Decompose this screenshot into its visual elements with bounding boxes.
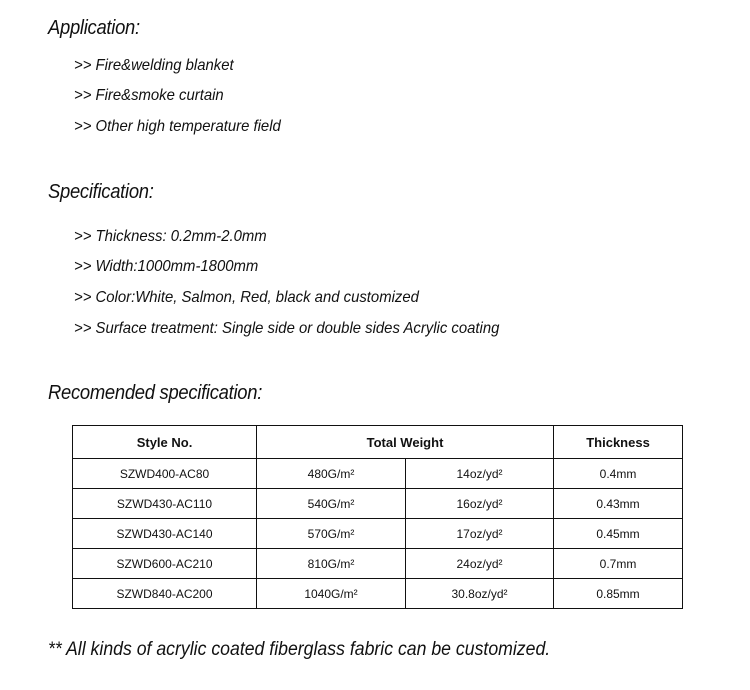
cell-weight-metric: 810G/m² [257,549,406,579]
cell-style-no: SZWD600-AC210 [73,549,257,579]
table-row [73,549,683,579]
header-total-weight: Total Weight [257,426,554,459]
cell-weight-metric: 570G/m² [257,519,406,549]
spec-item-color: >> Color:White, Salmon, Red, black and customized [74,289,419,306]
cell-style-no: SZWD840-AC200 [73,579,257,609]
cell-thickness: 0.43mm [554,489,683,519]
recommended-heading: Recomended specification: [48,382,263,404]
spec-item-surface-treatment: >> Surface treatment: Single side or double sides Acrylic coating [74,320,500,337]
cell-weight-imperial: 30.8oz/yd² [406,579,554,609]
customization-footnote: ** All kinds of acrylic coated fiberglass fabric can be customized. [48,639,551,660]
table-row [73,519,683,549]
cell-thickness: 0.45mm [554,519,683,549]
cell-weight-metric: 480G/m² [257,459,406,489]
cell-weight-imperial: 16oz/yd² [406,489,554,519]
cell-style-no: SZWD430-AC140 [73,519,257,549]
table-row [73,579,683,609]
spec-item-thickness: >> Thickness: 0.2mm-2.0mm [74,228,267,245]
application-item-high-temperature: >> Other high temperature field [74,118,281,135]
cell-style-no: SZWD400-AC80 [73,459,257,489]
header-thickness: Thickness [554,426,683,459]
cell-thickness: 0.4mm [554,459,683,489]
cell-weight-imperial: 24oz/yd² [406,549,554,579]
cell-style-no: SZWD430-AC110 [73,489,257,519]
header-style-no: Style No. [73,426,257,459]
application-item-smoke-curtain: >> Fire&smoke curtain [74,87,224,104]
cell-thickness: 0.85mm [554,579,683,609]
cell-weight-metric: 540G/m² [257,489,406,519]
spec-table [72,425,683,609]
application-heading: Application: [48,17,140,39]
table-row [73,459,683,489]
cell-weight-metric: 1040G/m² [257,579,406,609]
spec-item-width: >> Width:1000mm-1800mm [74,258,259,275]
table-row [73,489,683,519]
cell-weight-imperial: 14oz/yd² [406,459,554,489]
application-item-welding-blanket: >> Fire&welding blanket [74,57,234,74]
cell-weight-imperial: 17oz/yd² [406,519,554,549]
table-header-row [73,426,683,459]
specification-heading: Specification: [48,181,154,203]
cell-thickness: 0.7mm [554,549,683,579]
